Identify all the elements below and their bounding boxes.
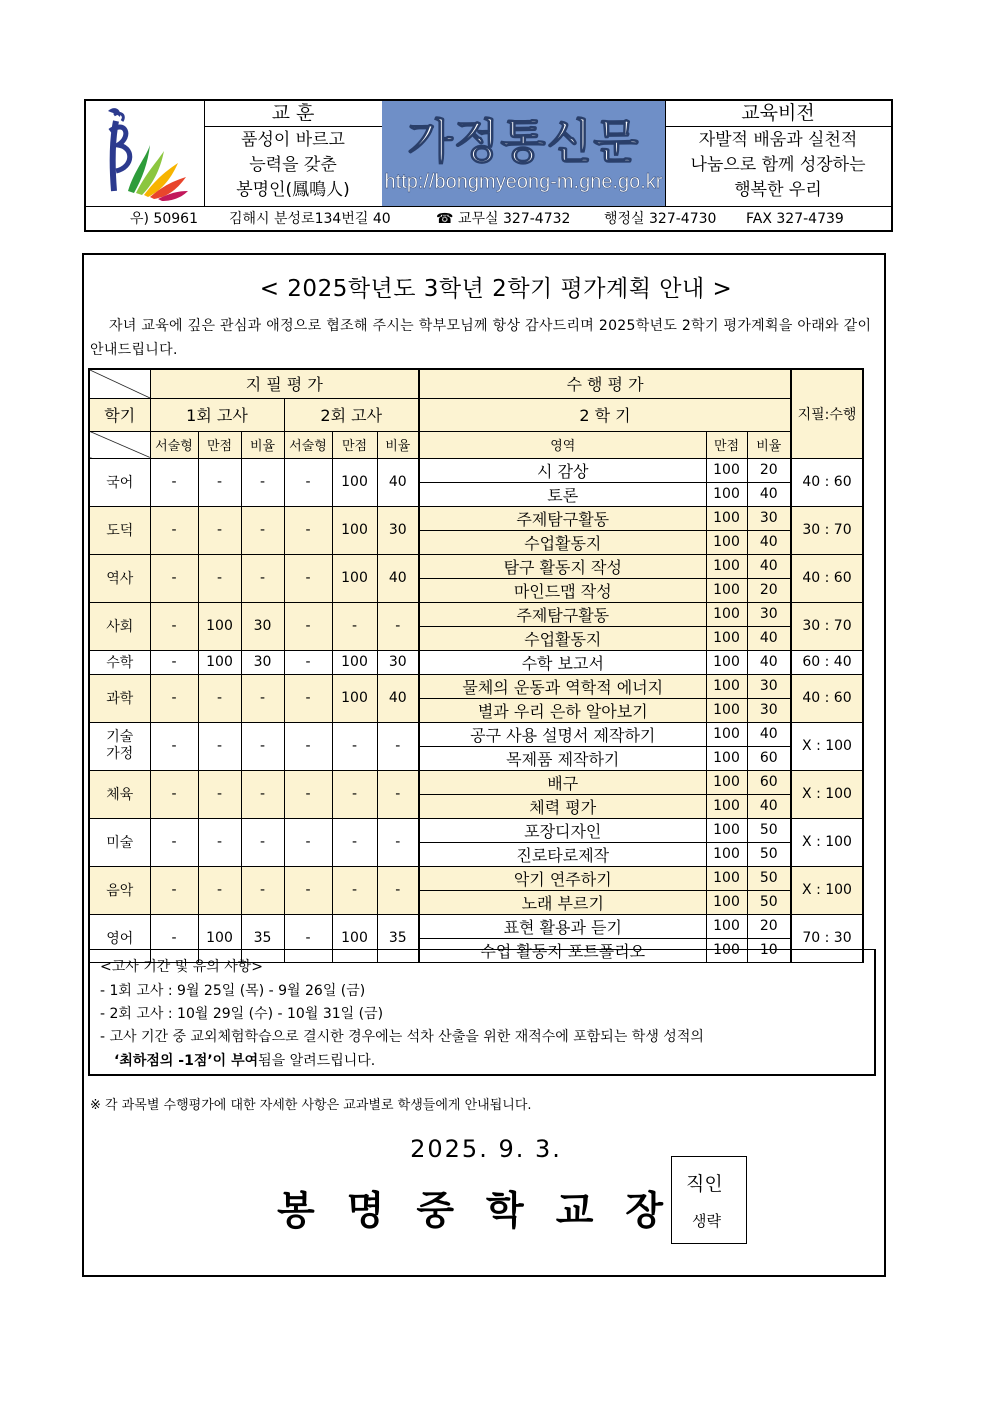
written-eval-header: 지 필 평 가	[150, 369, 419, 398]
table-row	[89, 458, 863, 482]
e2-cell: 100	[332, 506, 377, 554]
e2-cell: 100	[332, 674, 377, 722]
exam2-full-header: 만점	[332, 431, 377, 458]
task-rate: 30	[747, 506, 791, 530]
performance-eval-header: 수 행 평 가	[419, 369, 791, 398]
e2-cell: -	[284, 674, 332, 722]
e1-cell: -	[241, 506, 284, 554]
subject-name: 미술	[89, 818, 150, 866]
e2-cell: -	[284, 506, 332, 554]
e1-cell: -	[241, 818, 284, 866]
motto-heading: 교 훈	[204, 101, 382, 127]
e2-cell: 35	[377, 914, 419, 962]
task-area: 마인드맵 작성	[419, 578, 706, 602]
task-area: 토론	[419, 482, 706, 506]
motto-line-1: 품성이 바르고	[241, 130, 345, 150]
vision-line-2: 나눔으로 함께 성장하는	[690, 155, 866, 175]
task-full: 100	[706, 842, 747, 866]
e1-cell: -	[150, 770, 198, 818]
table-row	[89, 506, 863, 530]
vision-heading: 교육비전	[665, 101, 891, 127]
e2-cell: -	[284, 770, 332, 818]
e1-cell: -	[241, 866, 284, 914]
exam1-ratio-header: 비율	[241, 431, 284, 458]
e2-cell: -	[284, 818, 332, 866]
e1-cell: -	[241, 458, 284, 506]
footnote: ※ 각 과목별 수행평가에 대한 자세한 사항은 교과별로 학생들에게 안내됩니다.	[90, 1098, 532, 1113]
e2-cell: -	[377, 866, 419, 914]
table-row	[89, 818, 863, 842]
task-rate: 50	[747, 890, 791, 914]
e2-cell: -	[284, 914, 332, 962]
e2-cell: -	[332, 866, 377, 914]
e2-cell: -	[284, 650, 332, 674]
e2-cell: 100	[332, 554, 377, 602]
task-full: 100	[706, 818, 747, 842]
ratio-header: 지필:수행	[791, 369, 863, 458]
task-rate: 30	[747, 698, 791, 722]
document-date: 2025. 9. 3.	[410, 1135, 562, 1163]
intro-text: 자녀 교육에 깊은 관심과 애정으로 협조해 주시는 학부모님께 항상 감사드리며 2025학년도 2학기 평가계획을 아래와 같이 안내드립니다.	[90, 318, 872, 358]
school-logo-cell	[86, 101, 205, 206]
task-full: 100	[706, 482, 747, 506]
e1-cell: 100	[198, 650, 241, 674]
task-area: 주제탐구활동	[419, 602, 706, 626]
task-full: 100	[706, 698, 747, 722]
subject-name: 국어	[89, 458, 150, 506]
task-area: 수업활동지	[419, 626, 706, 650]
exam2-essay-header: 서술형	[284, 431, 332, 458]
task-full: 100	[706, 914, 747, 938]
task-full: 100	[706, 938, 747, 962]
ratio-cell: X : 100	[791, 818, 863, 866]
vision-line-3: 행복한 우리	[734, 180, 822, 200]
e2-cell: -	[377, 602, 419, 650]
subject-name: 음악	[89, 866, 150, 914]
e1-cell: -	[198, 674, 241, 722]
seal-omitted-line1: 직인	[686, 1173, 723, 1195]
exam1-full-header: 만점	[198, 431, 241, 458]
task-full: 100	[706, 890, 747, 914]
e1-cell: 35	[241, 914, 284, 962]
e1-cell: -	[150, 650, 198, 674]
exam2-ratio-header: 비율	[377, 431, 419, 458]
table-row	[89, 554, 863, 578]
e1-cell: -	[150, 602, 198, 650]
task-rate: 40	[747, 482, 791, 506]
table-row	[89, 602, 863, 626]
header-diagonal-cell	[89, 369, 150, 398]
e2-cell: -	[332, 722, 377, 770]
subject-name: 기술 가정	[89, 722, 150, 770]
motto-line-3: 봉명인(鳳鳴人)	[236, 180, 350, 200]
e2-cell: -	[377, 818, 419, 866]
e2-cell: -	[284, 602, 332, 650]
table-row	[89, 650, 863, 674]
task-area: 포장디자인	[419, 818, 706, 842]
e2-cell: -	[332, 818, 377, 866]
e1-cell: -	[150, 554, 198, 602]
subject-name: 체육	[89, 770, 150, 818]
e1-cell: -	[198, 554, 241, 602]
subject-name: 과학	[89, 674, 150, 722]
task-rate: 40	[747, 794, 791, 818]
ratio-cell: X : 100	[791, 770, 863, 818]
ratio-cell: X : 100	[791, 866, 863, 914]
e1-cell: -	[241, 674, 284, 722]
task-full: 100	[706, 626, 747, 650]
newsletter-title: 가정통신문	[407, 115, 640, 170]
task-rate: 40	[747, 530, 791, 554]
e1-cell: 100	[198, 602, 241, 650]
e1-cell: -	[198, 818, 241, 866]
task-full: 100	[706, 578, 747, 602]
school-logo	[86, 101, 204, 206]
task-area: 배구	[419, 770, 706, 794]
e1-cell: 30	[241, 602, 284, 650]
task-full: 100	[706, 746, 747, 770]
task-area: 체력 평가	[419, 794, 706, 818]
ratio-cell: 30 : 70	[791, 602, 863, 650]
ratio-cell: 40 : 60	[791, 458, 863, 506]
task-area: 주제탐구활동	[419, 506, 706, 530]
semester-header: 2 학 기	[419, 398, 791, 431]
task-full: 100	[706, 650, 747, 674]
task-rate: 40	[747, 554, 791, 578]
e1-cell: -	[150, 722, 198, 770]
task-full: 100	[706, 506, 747, 530]
task-rate: 30	[747, 602, 791, 626]
task-rate: 60	[747, 770, 791, 794]
absence-warning-cont	[114, 1050, 375, 1070]
task-rate: 40	[747, 722, 791, 746]
admin-phone: 행정실 327-4730	[604, 211, 717, 227]
ratio-cell: X : 100	[791, 722, 863, 770]
task-full: 100	[706, 458, 747, 482]
subject-name: 수학	[89, 650, 150, 674]
school-motto	[204, 101, 383, 206]
e2-cell: -	[284, 458, 332, 506]
office-phone: 교무실 327-4732	[458, 211, 571, 227]
subject-name: 사회	[89, 602, 150, 650]
area-header: 영역	[419, 431, 706, 458]
e1-cell: -	[150, 674, 198, 722]
e2-cell: 40	[377, 674, 419, 722]
subheader-diagonal-cell	[89, 431, 150, 458]
task-area: 목제품 제작하기	[419, 746, 706, 770]
ratio-cell: 40 : 60	[791, 554, 863, 602]
task-area: 별과 우리 은하 알아보기	[419, 698, 706, 722]
e2-cell: -	[284, 866, 332, 914]
table-row	[89, 914, 863, 938]
task-rate: 20	[747, 578, 791, 602]
e1-cell: -	[150, 506, 198, 554]
task-full: 100	[706, 530, 747, 554]
e1-cell: -	[150, 914, 198, 962]
exam1-essay-header: 서술형	[150, 431, 198, 458]
ratio-cell: 60 : 40	[791, 650, 863, 674]
exam-notes	[88, 949, 876, 1076]
task-full: 100	[706, 770, 747, 794]
e2-cell: 30	[377, 650, 419, 674]
e1-cell: -	[198, 770, 241, 818]
table-row	[89, 722, 863, 746]
task-rate: 20	[747, 914, 791, 938]
principal-signature: 봉명중학교장	[277, 1188, 696, 1234]
table-row	[89, 674, 863, 698]
task-rate: 50	[747, 818, 791, 842]
task-area: 수업 활동지 포트폴리오	[419, 938, 706, 962]
motto-line-2: 능력을 갖춘	[249, 155, 337, 175]
task-rate: 50	[747, 842, 791, 866]
ratio-cell: 40 : 60	[791, 674, 863, 722]
task-area: 표현 활용과 듣기	[419, 914, 706, 938]
newsletter-header	[84, 99, 893, 232]
e1-cell: -	[241, 722, 284, 770]
document-title: < 2025학년도 3학년 2학기 평가계획 안내 >	[259, 276, 733, 302]
e2-cell: -	[332, 602, 377, 650]
task-full: 100	[706, 554, 747, 578]
e2-cell: -	[332, 770, 377, 818]
e1-cell: -	[150, 818, 198, 866]
task-full: 100	[706, 866, 747, 890]
task-rate: 50	[747, 866, 791, 890]
e2-cell: 100	[332, 650, 377, 674]
e1-cell: -	[241, 554, 284, 602]
e1-cell: -	[198, 458, 241, 506]
task-rate: 60	[747, 746, 791, 770]
e2-cell: 40	[377, 554, 419, 602]
task-rate: 10	[747, 938, 791, 962]
task-area: 노래 부르기	[419, 890, 706, 914]
intro-paragraph	[90, 314, 876, 362]
subject-name: 영어	[89, 914, 150, 962]
e2-cell: -	[284, 722, 332, 770]
task-area: 진로타로제작	[419, 842, 706, 866]
phone-icon: ☎	[436, 211, 454, 227]
e2-cell: 100	[332, 458, 377, 506]
subject-name: 도덕	[89, 506, 150, 554]
task-rate: 20	[747, 458, 791, 482]
task-area: 수업활동지	[419, 530, 706, 554]
e1-cell: 100	[198, 914, 241, 962]
task-full: 100	[706, 602, 747, 626]
e1-cell: -	[241, 770, 284, 818]
school-address: 김해시 분성로134번길 40	[229, 211, 391, 227]
vision-line-1: 자발적 배움과 실천적	[698, 130, 858, 150]
exam2-period: - 2회 고사 : 10월 29일 (수) - 10월 31일 (금)	[100, 1006, 384, 1022]
ratio-cell: 70 : 30	[791, 914, 863, 962]
task-area: 공구 사용 설명서 제작하기	[419, 722, 706, 746]
absence-penalty: ‘최하점의 -1점’이 부여	[114, 1053, 259, 1069]
task-full: 100	[706, 674, 747, 698]
task-area: 탐구 활동지 작성	[419, 554, 706, 578]
exam1-period: - 1회 고사 : 9월 25일 (목) - 9월 26일 (금)	[100, 983, 366, 999]
school-url[interactable]: http://bongmyeong-m.gne.go.kr	[384, 171, 663, 193]
e2-cell: -	[284, 554, 332, 602]
e2-cell: 30	[377, 506, 419, 554]
task-area: 악기 연주하기	[419, 866, 706, 890]
fax-number: FAX 327-4739	[746, 211, 844, 227]
task-ratio-header: 비율	[747, 431, 791, 458]
exam1-header: 1회 고사	[150, 398, 284, 431]
absence-warning: - 고사 기간 중 교외체험학습으로 결시한 경우에는 석차 산출을 위한 재적수에 포함되는 학생 성적의	[100, 1029, 704, 1045]
e2-cell: -	[377, 770, 419, 818]
e2-cell: -	[377, 722, 419, 770]
e1-cell: -	[150, 458, 198, 506]
e2-cell: 100	[332, 914, 377, 962]
absence-warning-tail: 됨을 알려드립니다.	[258, 1053, 376, 1069]
task-rate: 30	[747, 674, 791, 698]
task-full: 100	[706, 794, 747, 818]
e1-cell: -	[198, 866, 241, 914]
task-rate: 40	[747, 626, 791, 650]
task-full: 100	[706, 722, 747, 746]
term-header: 학기	[89, 398, 150, 431]
education-vision	[665, 101, 891, 206]
e2-cell: 40	[377, 458, 419, 506]
postal-code: 우) 50961	[130, 211, 198, 227]
table-row	[89, 866, 863, 890]
e1-cell: -	[198, 722, 241, 770]
subject-name: 역사	[89, 554, 150, 602]
contact-row	[86, 206, 891, 231]
e1-cell: -	[198, 506, 241, 554]
task-rate: 40	[747, 650, 791, 674]
exam2-header: 2회 고사	[284, 398, 419, 431]
task-area: 물체의 운동과 역학적 에너지	[419, 674, 706, 698]
newsletter-title-banner	[382, 101, 666, 206]
task-full-header: 만점	[706, 431, 747, 458]
task-area: 시 감상	[419, 458, 706, 482]
evaluation-plan-table	[88, 368, 864, 963]
e1-cell: -	[150, 866, 198, 914]
table-row	[89, 770, 863, 794]
e1-cell: 30	[241, 650, 284, 674]
ratio-cell: 30 : 70	[791, 506, 863, 554]
notes-heading: <고사 기간 및 유의 사항>	[100, 959, 263, 975]
seal-omitted-line2: 생략	[692, 1212, 721, 1230]
task-area: 수학 보고서	[419, 650, 706, 674]
